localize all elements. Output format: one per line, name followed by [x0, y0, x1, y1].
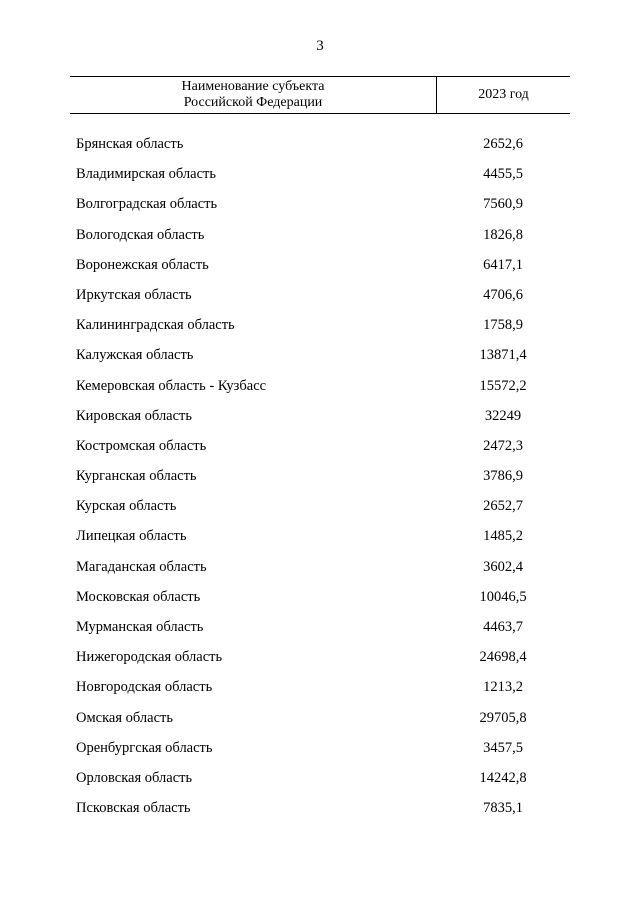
table-row — [0, 340, 640, 370]
table-row — [0, 280, 640, 310]
region-value-2023: 6417,1 — [483, 256, 523, 273]
header-year: 2023 год — [478, 87, 529, 102]
region-value-2023: 1758,9 — [483, 317, 523, 334]
table-row — [0, 189, 640, 219]
region-value-2023: 24698,4 — [479, 649, 527, 666]
region-name: Вологодская область — [76, 226, 205, 243]
table-row — [0, 642, 640, 672]
region-name: Кемеровская область - Кузбасс — [76, 377, 267, 394]
header-subject-name-line2: Российской Федерации — [183, 95, 323, 110]
region-value-2023: 4455,5 — [483, 166, 523, 183]
table-row — [0, 582, 640, 612]
table-row — [0, 763, 640, 793]
table-row — [0, 250, 640, 280]
region-value-2023: 2472,3 — [483, 437, 523, 454]
region-name: Курганская область — [76, 468, 197, 485]
region-value-2023: 3602,4 — [483, 558, 523, 575]
region-value-2023: 32249 — [484, 407, 522, 424]
table-row — [0, 431, 640, 461]
table-row — [0, 552, 640, 582]
region-name: Орловская область — [76, 769, 193, 786]
table-row — [0, 491, 640, 521]
region-name: Иркутская область — [76, 286, 192, 303]
table-row — [0, 672, 640, 702]
region-name: Калининградская область — [76, 317, 235, 334]
region-value-2023: 1826,8 — [483, 226, 523, 243]
table-row — [0, 401, 640, 431]
table-row — [0, 521, 640, 551]
table-row — [0, 159, 640, 189]
region-value-2023: 3457,5 — [483, 739, 523, 756]
table-row — [0, 612, 640, 642]
table-body — [0, 129, 640, 823]
region-name: Новгородская область — [76, 679, 213, 696]
region-name: Брянская область — [76, 136, 184, 152]
region-value-2023: 10046,5 — [479, 588, 527, 605]
region-value-2023: 15572,2 — [479, 377, 527, 394]
region-name: Липецкая область — [76, 528, 187, 545]
region-name: Калужская область — [76, 347, 194, 364]
table-row — [0, 461, 640, 491]
region-value-2023: 7560,9 — [483, 196, 523, 213]
region-name: Магаданская область — [76, 558, 207, 575]
table-row — [0, 129, 640, 159]
region-name: Курская область — [76, 498, 177, 515]
region-name: Оренбургская область — [76, 739, 213, 756]
region-value-2023: 2652,7 — [483, 498, 523, 515]
region-name: Нижегородская область — [76, 649, 223, 666]
table-row — [0, 220, 640, 250]
region-name: Владимирская область — [76, 166, 216, 183]
table-row — [0, 793, 640, 823]
table-row — [0, 703, 640, 733]
region-value-2023: 1485,2 — [483, 528, 523, 545]
header-subject-name — [70, 77, 437, 113]
region-value-2023: 2652,6 — [483, 136, 523, 152]
region-value-2023: 3786,9 — [483, 468, 523, 485]
region-name: Воронежская область — [76, 256, 209, 273]
region-value-2023: 29705,8 — [479, 709, 527, 726]
region-value-2023: 1213,2 — [483, 679, 523, 696]
region-name: Омская область — [76, 709, 173, 726]
table-row — [0, 310, 640, 340]
region-value-2023: 4706,6 — [483, 286, 523, 303]
page-number: 3 — [316, 38, 324, 54]
region-name: Псковская область — [76, 800, 191, 817]
region-value-2023: 4463,7 — [483, 619, 523, 635]
table-header — [70, 76, 570, 114]
region-name: Мурманская область — [76, 619, 204, 635]
header-subject-name-line1: Наименование субъекта — [181, 79, 325, 94]
region-name: Кировская область — [76, 407, 193, 424]
table-row — [0, 733, 640, 763]
region-value-2023: 14242,8 — [479, 769, 527, 786]
region-name: Московская область — [76, 588, 201, 605]
region-name: Костромская область — [76, 437, 207, 454]
region-value-2023: 7835,1 — [483, 800, 523, 817]
region-value-2023: 13871,4 — [479, 347, 527, 364]
region-name: Волгоградская область — [76, 196, 218, 213]
table-row — [0, 371, 640, 401]
